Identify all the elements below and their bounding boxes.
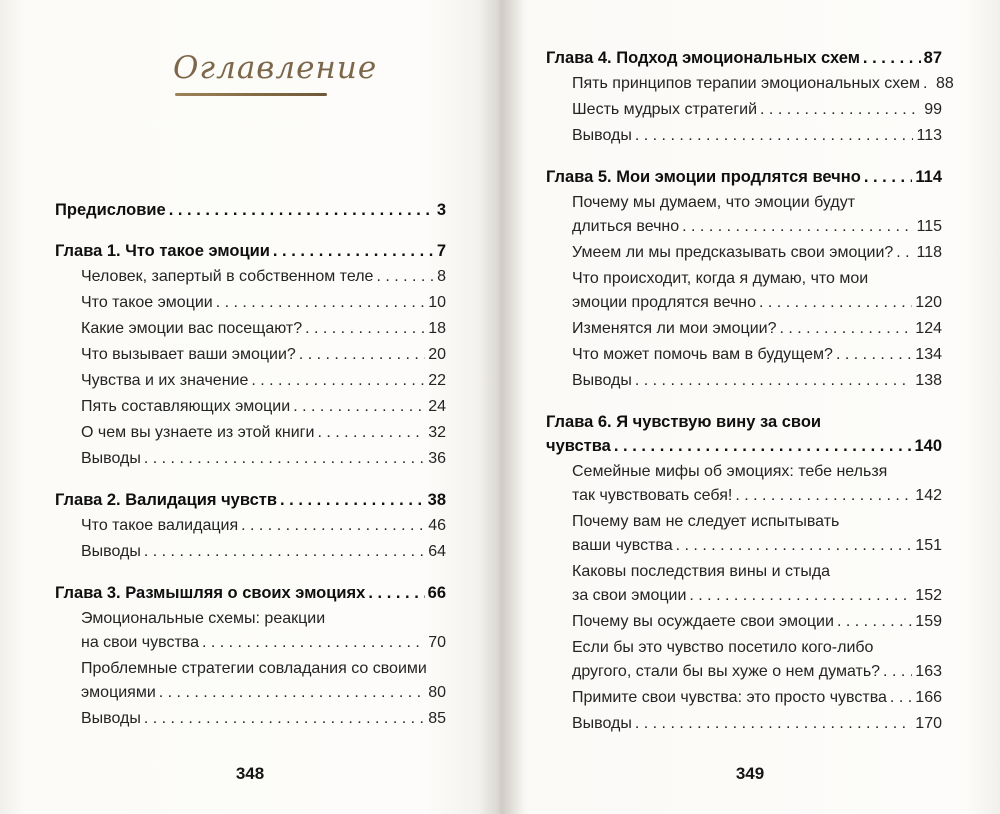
toc-entry-text: Изменятся ли мои эмоции? xyxy=(572,320,777,337)
toc-entry xyxy=(55,317,446,341)
left-page-content xyxy=(55,46,446,733)
toc-page-number: 10 xyxy=(428,294,446,311)
dot-leader xyxy=(293,395,425,419)
toc-entry-text: Выводы xyxy=(572,127,632,144)
toc-entry xyxy=(546,712,942,736)
dot-leader xyxy=(896,241,913,265)
toc-entry-lastline xyxy=(572,712,942,736)
toc-entry-lastline xyxy=(572,369,942,393)
toc-entry-lastline xyxy=(81,369,446,393)
toc-entry xyxy=(55,447,446,471)
dot-leader xyxy=(614,434,912,458)
page-number-right: 349 xyxy=(735,764,765,783)
toc-entry-lastline xyxy=(81,514,446,538)
toc-entry xyxy=(546,165,942,189)
toc-entry xyxy=(55,265,446,289)
toc-entry-text: Что такое валидация xyxy=(81,517,239,534)
dot-leader xyxy=(890,686,912,710)
toc-entry xyxy=(546,369,942,393)
toc-page-number: 120 xyxy=(915,294,942,311)
dot-leader xyxy=(144,447,425,471)
toc-page-number: 134 xyxy=(915,346,942,363)
toc-entry-text: Если бы это чувство посетило кого-либо xyxy=(572,639,874,656)
toc-entry-lastline xyxy=(81,631,446,655)
toc-entry-lastline xyxy=(55,198,446,222)
toc-page-number: 18 xyxy=(428,320,446,337)
toc-page-number: 159 xyxy=(915,613,942,630)
toc-entry-text: О чем вы узнаете из этой книги xyxy=(81,424,315,441)
toc-entry xyxy=(546,343,942,367)
toc-entry xyxy=(546,317,942,341)
toc-page-number: 20 xyxy=(428,346,446,363)
toc-title-block xyxy=(173,50,446,96)
dot-leader xyxy=(735,484,912,508)
toc-page-number: 118 xyxy=(916,244,942,261)
toc-entry-lastline xyxy=(572,98,942,122)
toc-page-number: 7 xyxy=(436,242,446,260)
toc-entry xyxy=(55,707,446,731)
dot-leader xyxy=(216,291,425,315)
toc-page-number: 24 xyxy=(428,398,446,415)
toc-entry-lastline xyxy=(546,46,942,70)
toc-page-number: 113 xyxy=(916,127,942,144)
toc-entry-lastline xyxy=(572,610,942,634)
toc-entry xyxy=(546,124,942,148)
toc-entry-text: длиться вечно xyxy=(572,218,680,235)
toc-page-number: 70 xyxy=(428,634,446,651)
toc-entry-text: Пять составляющих эмоции xyxy=(81,398,291,415)
toc-entry-text: эмоциями xyxy=(81,684,156,701)
toc-entry xyxy=(546,460,942,508)
dot-leader xyxy=(863,46,921,70)
dot-leader xyxy=(368,581,424,605)
toc-page-number: 114 xyxy=(915,168,942,186)
toc-entry-text: Глава 2. Валидация чувств xyxy=(55,491,277,509)
toc-entry-lastline xyxy=(81,395,446,419)
toc-entry-text: Что такое эмоции xyxy=(81,294,213,311)
toc-entry xyxy=(55,291,446,315)
toc-page-number: 85 xyxy=(428,710,446,727)
toc-entry-text: на свои чувства xyxy=(81,634,199,651)
toc-entry-text: за свои эмоции xyxy=(572,587,687,604)
dot-leader xyxy=(635,124,914,148)
toc-entry-text: Глава 3. Размышляя о своих эмоциях xyxy=(55,584,366,602)
toc-entry-lastline xyxy=(572,660,942,684)
dot-leader xyxy=(759,291,912,315)
toc-entry xyxy=(55,581,446,605)
toc-entry-lastline xyxy=(81,707,446,731)
dot-leader xyxy=(299,343,425,367)
toc-entry xyxy=(55,343,446,367)
toc-page-number: 99 xyxy=(924,101,942,118)
toc-entry-text: Что может помочь вам в будущем? xyxy=(572,346,833,363)
toc-page-number: 88 xyxy=(936,75,954,92)
title-underline xyxy=(175,93,327,96)
toc-entry-lastline xyxy=(55,239,446,263)
toc-page-number: 32 xyxy=(428,424,446,441)
toc-entry-lastline xyxy=(81,291,446,315)
dot-leader xyxy=(202,631,425,655)
toc-entry-text: эмоции продлятся вечно xyxy=(572,294,757,311)
dot-leader xyxy=(760,98,921,122)
toc-entry-text: Примите свои чувства: это просто чувства xyxy=(572,689,887,706)
dot-leader xyxy=(923,72,933,96)
toc-list-left xyxy=(55,198,446,731)
toc-page-number: 115 xyxy=(916,218,942,235)
toc-entry-text: другого, стали бы вы хуже о нем думать? xyxy=(572,663,881,680)
toc-entry-lastline xyxy=(55,581,446,605)
toc-entry-lastline xyxy=(81,317,446,341)
toc-entry-lastline xyxy=(81,681,446,705)
toc-page-number: 87 xyxy=(923,49,942,67)
toc-entry-text: Человек, запертый в собственном теле xyxy=(81,268,374,285)
toc-entry-lastline xyxy=(81,540,446,564)
toc-page-number: 38 xyxy=(427,491,446,509)
toc-page-number: 8 xyxy=(437,268,446,285)
toc-entry xyxy=(546,510,942,558)
toc-page-number: 140 xyxy=(914,437,942,455)
toc-entry-lastline xyxy=(572,534,942,558)
toc-entry-text: Выводы xyxy=(81,450,141,467)
toc-entry-text: Чувства и их значение xyxy=(81,372,249,389)
toc-entry xyxy=(546,191,942,239)
toc-entry-lastline xyxy=(546,434,942,458)
dot-leader xyxy=(883,660,912,684)
toc-page-number: 22 xyxy=(428,372,446,389)
toc-entry-lastline xyxy=(572,686,942,710)
right-page xyxy=(500,0,1000,814)
toc-entry xyxy=(55,198,446,222)
dot-leader xyxy=(635,369,912,393)
toc-entry-lastline xyxy=(55,488,446,512)
toc-entry xyxy=(546,72,954,96)
toc-entry-text: Проблемные стратегии совладания со своими xyxy=(81,660,427,677)
toc-entry-text: Глава 4. Подход эмоциональных схем xyxy=(546,49,860,67)
toc-entry-lastline xyxy=(81,265,446,289)
dot-leader xyxy=(689,584,912,608)
toc-entry-text: Почему вам не следует испытывать xyxy=(572,513,840,530)
dot-leader xyxy=(144,707,425,731)
toc-entry xyxy=(55,395,446,419)
toc-entry-text: Выводы xyxy=(572,372,632,389)
toc-page-number: 36 xyxy=(428,450,446,467)
toc-list-right xyxy=(546,46,954,736)
toc-title: Оглавление xyxy=(173,50,378,86)
toc-entry-text: Глава 5. Мои эмоции продлятся вечно xyxy=(546,168,861,186)
toc-entry xyxy=(546,98,942,122)
toc-entry xyxy=(546,686,942,710)
toc-entry xyxy=(546,241,942,265)
toc-entry-lastline xyxy=(572,124,942,148)
toc-entry xyxy=(55,369,446,393)
toc-entry-text: так чувствовать себя! xyxy=(572,487,733,504)
toc-page-number: 46 xyxy=(428,517,446,534)
toc-entry-text: Почему мы думаем, что эмоции будут xyxy=(572,194,856,211)
toc-entry xyxy=(546,267,942,315)
toc-entry-text: Глава 1. Что такое эмоции xyxy=(55,242,270,260)
toc-entry xyxy=(55,657,446,705)
toc-entry-lastline xyxy=(81,447,446,471)
toc-page-number: 3 xyxy=(436,201,446,219)
toc-entry-text: Каковы последствия вины и стыда xyxy=(572,563,831,580)
toc-entry-lastline xyxy=(572,215,942,239)
toc-entry xyxy=(546,46,942,70)
toc-page-number: 80 xyxy=(428,684,446,701)
toc-page-number: 166 xyxy=(915,689,942,706)
toc-page-number: 124 xyxy=(915,320,942,337)
toc-entry-lastline xyxy=(572,343,942,367)
dot-leader xyxy=(376,265,434,289)
toc-entry-text: Пять принципов терапии эмоциональных схем xyxy=(572,75,921,92)
toc-page-number: 64 xyxy=(428,543,446,560)
toc-entry-text: Глава 6. Я чувствую вину за свои xyxy=(546,413,822,431)
toc-entry-text: ваши чувства xyxy=(572,537,673,554)
toc-entry xyxy=(55,607,446,655)
dot-leader xyxy=(780,317,913,341)
toc-entry-lastline xyxy=(572,484,942,508)
dot-leader xyxy=(241,514,425,538)
toc-entry-text: Какие эмоции вас посещают? xyxy=(81,320,303,337)
toc-page-number: 151 xyxy=(915,537,942,554)
toc-entry-lastline xyxy=(572,584,942,608)
dot-leader xyxy=(159,681,425,705)
toc-entry-text: Шесть мудрых стратегий xyxy=(572,101,758,118)
toc-entry xyxy=(55,421,446,445)
dot-leader xyxy=(169,198,434,222)
toc-entry-lastline xyxy=(546,165,942,189)
toc-entry-text: Умеем ли мы предсказывать свои эмоции? xyxy=(572,244,894,261)
toc-entry xyxy=(55,514,446,538)
toc-entry xyxy=(55,239,446,263)
toc-entry-text: Выводы xyxy=(572,715,632,732)
toc-entry-lastline xyxy=(81,343,446,367)
toc-entry-lastline xyxy=(572,241,942,265)
toc-entry-lastline xyxy=(572,317,942,341)
toc-page-number: 66 xyxy=(427,584,446,602)
toc-page-number: 138 xyxy=(915,372,942,389)
dot-leader xyxy=(676,534,913,558)
toc-entry-text: Выводы xyxy=(81,543,141,560)
toc-entry xyxy=(546,636,942,684)
dot-leader xyxy=(251,369,425,393)
toc-entry-text: Семейные мифы об эмоциях: тебе нельзя xyxy=(572,463,888,480)
toc-entry-text: Что вызывает ваши эмоции? xyxy=(81,346,296,363)
toc-page-number: 152 xyxy=(915,587,942,604)
right-page-content xyxy=(546,46,954,738)
dot-leader xyxy=(837,610,912,634)
toc-entry xyxy=(546,610,942,634)
toc-entry-lastline xyxy=(81,421,446,445)
toc-entry-text: чувства xyxy=(546,437,611,455)
toc-entry-text: Что происходит, когда я думаю, что мои xyxy=(572,270,869,287)
toc-entry-lastline xyxy=(572,291,942,315)
dot-leader xyxy=(280,488,425,512)
dot-leader xyxy=(682,215,913,239)
toc-entry-text: Предисловие xyxy=(55,201,166,219)
toc-entry-text: Выводы xyxy=(81,710,141,727)
dot-leader xyxy=(305,317,425,341)
dot-leader xyxy=(273,239,434,263)
dot-leader xyxy=(635,712,912,736)
toc-entry-text: Почему вы осуждаете свои эмоции xyxy=(572,613,834,630)
toc-entry xyxy=(546,560,942,608)
toc-entry xyxy=(55,540,446,564)
dot-leader xyxy=(317,421,425,445)
page-number-left: 348 xyxy=(235,764,265,783)
dot-leader xyxy=(864,165,913,189)
toc-page-number: 170 xyxy=(915,715,942,732)
dot-leader xyxy=(836,343,912,367)
toc-entry-lastline xyxy=(572,72,954,96)
toc-entry xyxy=(546,410,942,458)
toc-page-number: 142 xyxy=(915,487,942,504)
toc-entry xyxy=(55,488,446,512)
toc-entry-text: Эмоциональные схемы: реакции xyxy=(81,610,326,627)
toc-page-number: 163 xyxy=(915,663,942,680)
dot-leader xyxy=(144,540,425,564)
